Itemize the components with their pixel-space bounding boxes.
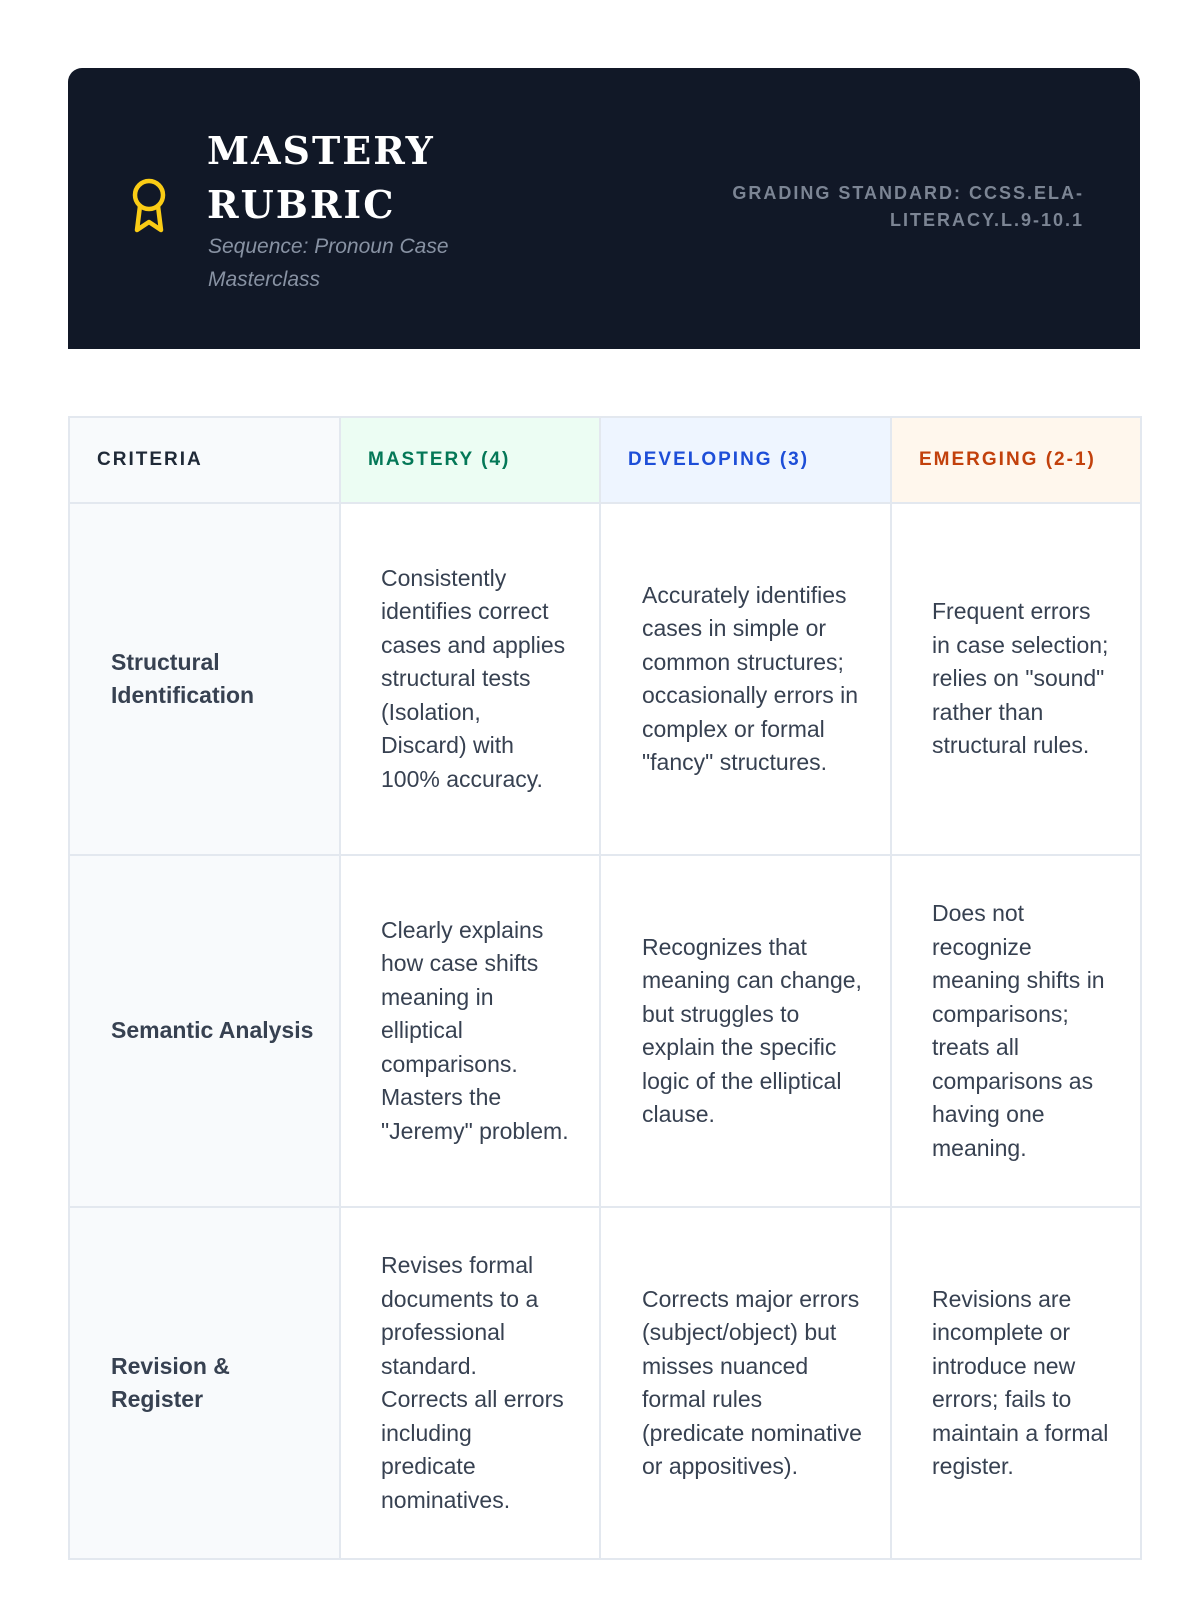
column-header-mastery: MASTERY (4) (340, 417, 600, 503)
table-row (69, 855, 1141, 1207)
criteria-cell: Revision & Register (69, 1207, 340, 1559)
column-header-emerging: EMERGING (2-1) (891, 417, 1141, 503)
page-subtitle: Sequence: Pronoun Case Masterclass (208, 235, 449, 291)
award-ribbon-icon (130, 178, 168, 234)
criteria-cell: Structural Identification (69, 503, 340, 855)
developing-cell: Corrects major errors (subject/object) but misses nuanced formal rules (predicate nominative or appositives). (600, 1207, 891, 1559)
table-row (69, 503, 1141, 855)
grading-standard: GRADING STANDARD: CCSS.ELA-LITERACY.L.9-10.1 (732, 183, 1084, 230)
header-row (69, 417, 1141, 503)
emerging-cell: Frequent errors in case selection; relies on "sound" rather than structural rules. (891, 503, 1141, 855)
rubric-table (68, 416, 1142, 1560)
column-header-criteria: CRITERIA (69, 417, 340, 503)
rubric-header (68, 68, 1140, 349)
page-title: MASTERY RUBRIC (207, 128, 435, 227)
mastery-cell: Revises formal documents to a professional standard. Corrects all errors including predicate nominatives. (340, 1207, 600, 1559)
developing-cell: Recognizes that meaning can change, but struggles to explain the specific logic of the elliptical clause. (600, 855, 891, 1207)
emerging-cell: Does not recognize meaning shifts in comparisons; treats all comparisons as having one meaning. (891, 855, 1141, 1207)
table-row (69, 1207, 1141, 1559)
column-header-developing: DEVELOPING (3) (600, 417, 891, 503)
mastery-cell: Consistently identifies correct cases and applies structural tests (Isolation, Discard) with 100% accuracy. (340, 503, 600, 855)
mastery-cell: Clearly explains how case shifts meaning in elliptical comparisons. Masters the "Jeremy" problem. (340, 855, 600, 1207)
developing-cell: Accurately identifies cases in simple or common structures; occasionally errors in complex or formal "fancy" structures. (600, 503, 891, 855)
emerging-cell: Revisions are incomplete or introduce new errors; fails to maintain a formal register. (891, 1207, 1141, 1559)
criteria-cell: Semantic Analysis (69, 855, 340, 1207)
